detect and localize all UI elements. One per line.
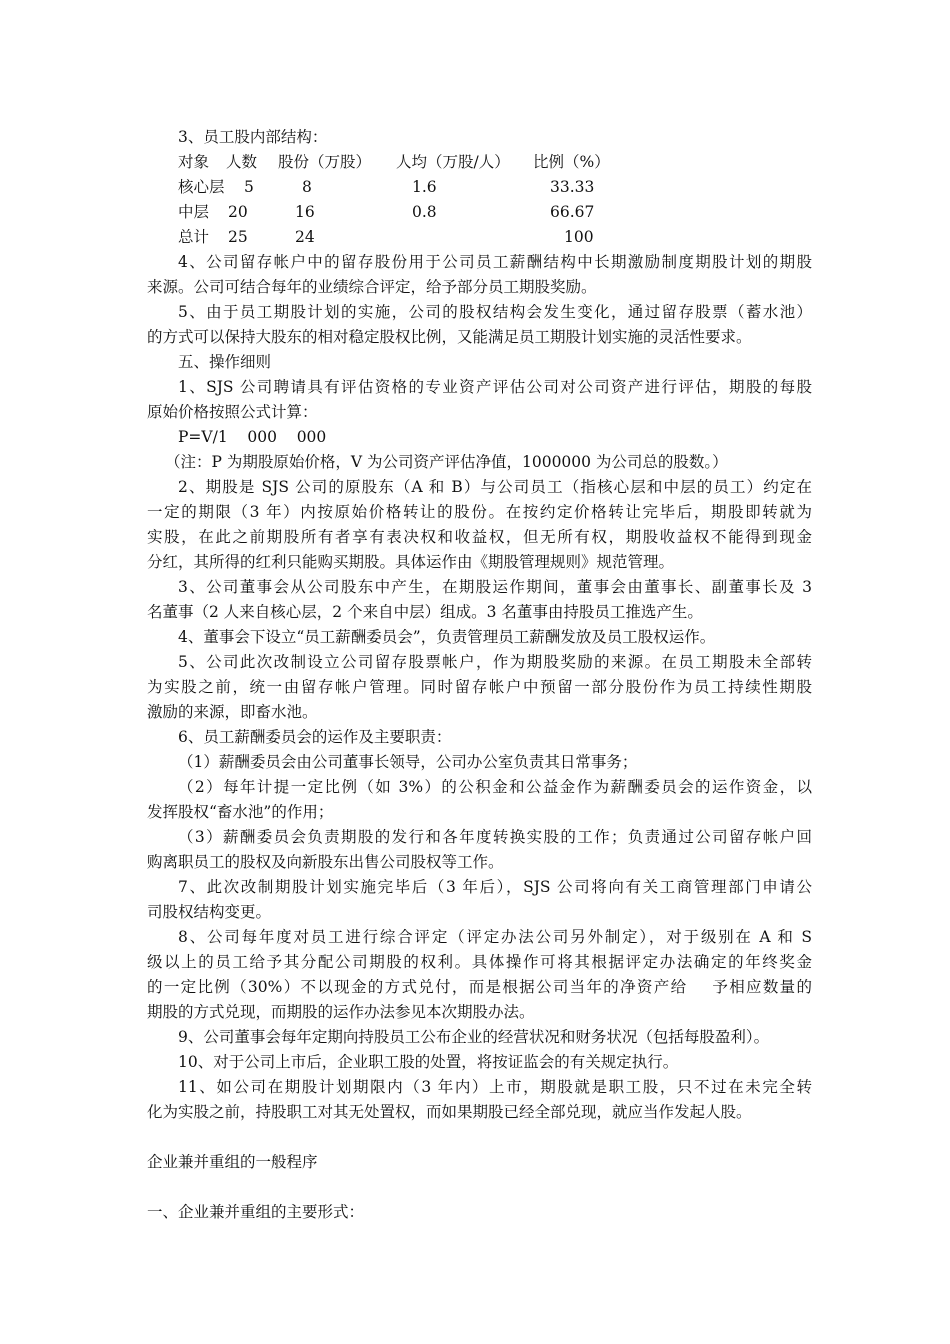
table-cell: 16 [295,203,315,221]
paragraph-line: 4、公司留存帐户中的留存股份用于公司员工薪酬结构中长期激励制度期股计划的期股 [178,253,812,271]
table-cell: 100 [564,228,594,246]
paragraph-line: 实股，在此之前期股所有者享有表决权和收益权，但无所有权，期股收益权不能得到现金 [147,528,812,546]
table-header-cell: 对象 [178,153,210,171]
table-header-row [178,150,610,175]
paragraph-line: （2）每年计提一定比例（如 3%）的公积金和公益金作为薪酬委员会的运作资金，以 [178,778,812,796]
paragraph-line: （3）薪酬委员会负责期股的发行和各年度转换实股的工作；负责通过公司留存帐户回 [178,828,812,846]
table-cell: 0.8 [412,203,437,221]
table-cell: 25 [228,228,248,246]
table-cell: 核心层 [178,178,225,196]
section-5-heading: 五、操作细则 [178,353,272,371]
subsection-heading: 一、企业兼并重组的主要形式： [147,1203,365,1221]
paragraph-line: 司股权结构变更。 [147,903,272,921]
item-6-1: （1）薪酬委员会由公司董事长领导，公司办公室负责其日常事务； [178,753,638,771]
paragraph-line: 3、公司董事会从公司股东中产生，在期股运作期间，董事会由董事长、副董事长及 3 [178,578,812,596]
paragraph-line: 购离职员工的股权及向新股东出售公司股权等工作。 [147,853,504,871]
item-6: 6、员工薪酬委员会的运作及主要职责： [178,728,452,746]
paragraph-line: 级以上的员工给予其分配公司期股的权利。具体操作可将其根据评定办法确定的年终奖金 [147,953,812,971]
paragraph-line: 的一定比例（30%）不以现金的方式兑付，而是根据公司当年的净资产给 予相应数量的 [147,978,812,996]
paragraph-line: 原始价格按照公式计算： [147,403,318,421]
table-header-cell: 人数 [226,153,258,171]
table-cell: 24 [295,228,315,246]
table-row [178,200,595,225]
formula-note: （注：P 为期股原始价格，V 为公司资产评估净值，1000000 为公司总的股数。） [165,453,728,471]
table-cell: 中层 [178,203,210,221]
paragraph-line: 2、期股是 SJS 公司的原股东（A 和 B）与公司员工（指核心层和中层的员工）约定在 [178,478,812,496]
item-4: 4、董事会下设立“员工薪酬委员会”，负责管理员工薪酬发放及员工股权运作。 [178,628,716,646]
item-10: 10、对于公司上市后，企业职工股的处置，将按证监会的有关规定执行。 [178,1053,679,1071]
paragraph-line: 5、公司此次改制设立公司留存股票帐户，作为期股奖励的来源。在员工期股未全部转 [178,653,812,671]
table-header-cell: 人均（万股/人） [396,153,510,171]
table-cell: 33.33 [550,178,595,196]
paragraph-line: 8、公司每年度对员工进行综合评定（评定办法公司另外制定），对于级别在 A 和 S [178,928,812,946]
paragraph-line: 11、如公司在期股计划期限内（3 年内）上市，期股就是职工股，只不过在未完全转 [178,1078,812,1096]
table-cell: 总计 [178,228,210,246]
paragraph-line: 期股的方式兑现，而期股的运作办法参见本次期股办法。 [147,1003,535,1021]
table-header-cell: 股份（万股） [278,153,372,171]
table-cell: 66.67 [550,203,595,221]
paragraph-line: 化为实股之前，持股职工对其无处置权，而如果期股已经全部兑现，就应当作发起人股。 [147,1103,752,1121]
table-header-cell: 比例（%） [533,153,610,171]
price-formula: P=V/1 000 000 [178,428,327,446]
paragraph-line: 激励的来源，即畜水池。 [147,703,318,721]
table-cell: 1.6 [412,178,437,196]
paragraph-line: 一定的期限（3 年）内按原始价格转让的股份。在按约定价格转让完毕后，期股即转就为 [147,503,812,521]
paragraph-line: 的方式可以保持大股东的相对稳定股权比例，又能满足员工期股计划实施的灵活性要求。 [147,328,752,346]
paragraph-line: 7、此次改制期股计划实施完毕后（3 年后），SJS 公司将向有关工商管理部门申请公 [178,878,812,896]
paragraph-line: 1、SJS 公司聘请具有评估资格的专业资产评估公司对公司资产进行评估，期股的每股 [178,378,812,396]
table-cell: 5 [244,178,254,196]
paragraph-line: 5、由于员工期股计划的实施，公司的股权结构会发生变化，通过留存股票（蓄水池） [178,303,812,321]
table-row [178,225,594,250]
section-heading: 企业兼并重组的一般程序 [147,1153,318,1171]
paragraph-line: 分红，其所得的红利只能购买期股。具体运作由《期股管理规则》规范管理。 [147,553,675,571]
table-cell: 8 [302,178,312,196]
paragraph-line: 来源。公司可结合每年的业绩综合评定，给予部分员工期股奖励。 [147,278,597,296]
table-cell: 20 [228,203,248,221]
paragraph-line: 名董事（2 人来自核心层，2 个来自中层）组成。3 名董事由持股员工推选产生。 [147,603,703,621]
table-row [178,175,595,200]
section-3-title: 3、员工股内部结构： [178,128,328,146]
paragraph-line: 发挥股权“畜水池”的作用； [147,803,334,821]
paragraph-line: 为实股之前，统一由留存帐户管理。同时留存帐户中预留一部分股份作为员工持续性期股 [147,678,812,696]
item-9: 9、公司董事会每年定期向持股员工公布企业的经营状况和财务状况（包括每股盈利）。 [178,1028,770,1046]
